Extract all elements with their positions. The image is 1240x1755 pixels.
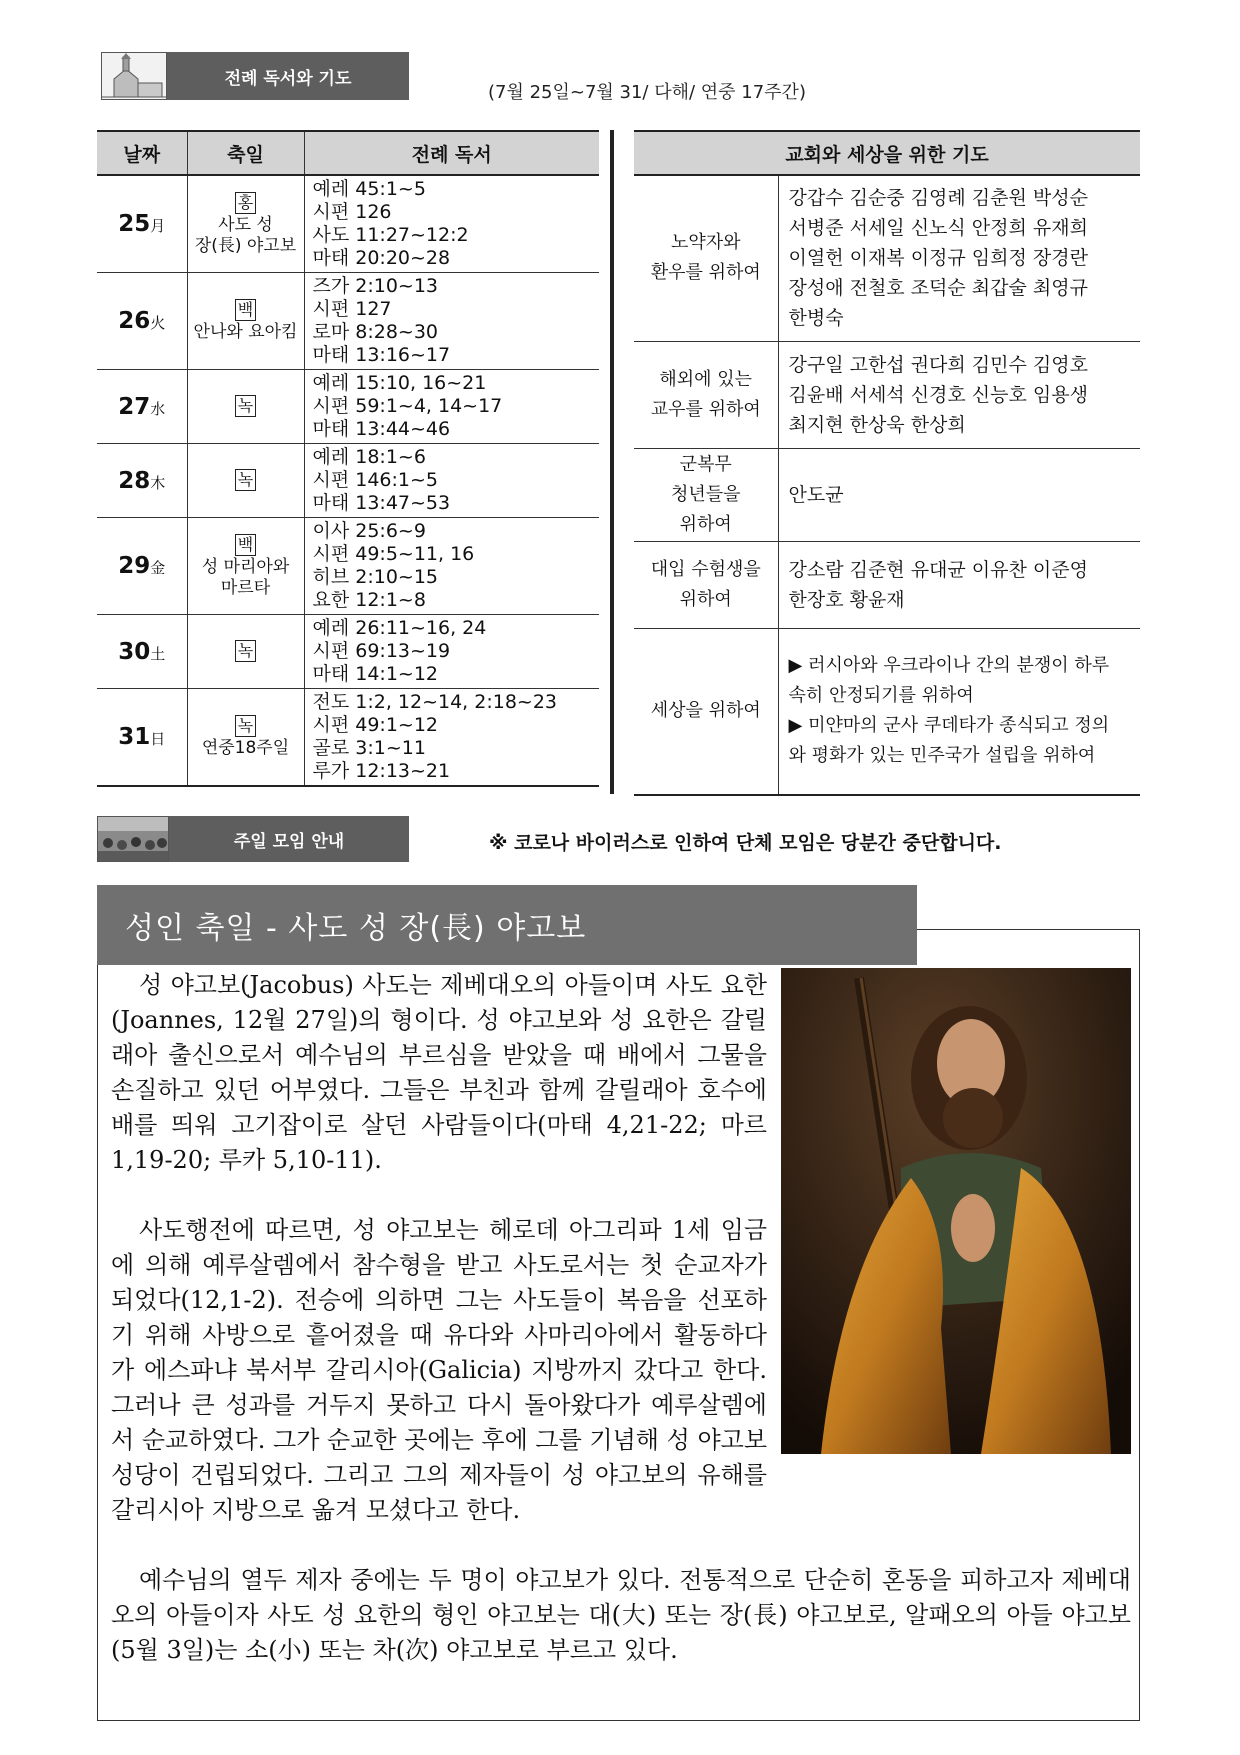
date-cell (97, 444, 187, 518)
weekday: 木 (150, 473, 166, 492)
date-cell (97, 273, 187, 370)
weekday: 日 (150, 730, 166, 748)
feast-cell (187, 273, 304, 370)
names-line: 이열헌 이재복 이정규 임희정 장경란 (788, 247, 1088, 270)
liturgical-color: 녹 (235, 395, 256, 417)
readings-cell (304, 175, 599, 273)
feast-line: 사도 성 (218, 214, 273, 235)
date-cell (97, 175, 187, 273)
saint-feast-article (111, 968, 1131, 1668)
table-row (97, 689, 599, 787)
reading: 사도 11:27~12:2 (312, 224, 469, 246)
reading: 예레 26:11~16, 24 (312, 617, 487, 639)
prayer-table (634, 130, 1140, 796)
target-line: 해외에 있는 (659, 368, 753, 390)
names-line: 최지현 한상욱 한상희 (788, 413, 966, 436)
reading: 예레 18:1~6 (312, 446, 426, 468)
feast-cell (187, 444, 304, 518)
reading: 히브 2:10~15 (312, 566, 439, 588)
target-line: 노약자와 (670, 232, 741, 254)
reading: 로마 8:28~30 (312, 321, 439, 343)
saint-james-painting (781, 968, 1131, 1454)
reading: 즈가 2:10~13 (312, 275, 439, 297)
reading: 시편 126 (312, 201, 392, 223)
article-paragraph: 사도행전에 따르면, 성 야고보는 헤로데 아그리파 1세 임금에 의해 예루살렘에서 참수형을 받고 사도로서는 첫 순교자가 되었다(12,1-2). 전승에 의하면 그는 사도들이 복음을 선포하기 위해 사방으로 흩어졌을 때 유다와 사마리아에서 활동하다가 에스파냐 북서부 갈리시아(Galicia) 지방까지 갔다고 한다. 그러나 큰 성과를 거두지 못하고 다시 돌아왔다가 예루살렘에서 순교하였다. 그가 순교한 곳에는 후에 그를 기념해 성 야고보 성당이 건립되었다. 그리고 그의 제자들이 성 야고보의 유해를 갈리시아 지방으로 옮겨 모셨다고 한다. (111, 1216, 767, 1524)
names-line: 장성애 전철호 조덕순 최갑술 최영규 (788, 277, 1088, 300)
weekday: 土 (150, 644, 166, 663)
prayer-names (778, 448, 1140, 541)
reading: 요한 12:1~8 (312, 589, 426, 611)
feast-cell (187, 689, 304, 787)
week-period: (7월 25일~7월 31/ 다해/ 연중 17주간) (488, 82, 806, 103)
feast-line: 안나와 요아킴 (193, 322, 298, 342)
day-number: 29 (118, 553, 151, 579)
reading: 이사 25:6~9 (312, 520, 426, 542)
table-row (634, 175, 1140, 341)
column-divider (610, 130, 614, 794)
feast-line: 연중18주일 (201, 738, 290, 758)
liturgy-section-label: 전례 독서와 기도 (167, 52, 409, 100)
header-date: 날짜 (97, 131, 187, 175)
prayer-target (634, 628, 778, 795)
feast-line: 성 마리아와 (201, 556, 290, 577)
reading: 시편 146:1~5 (312, 469, 439, 491)
liturgical-color: 백 (235, 299, 256, 321)
names-line: 서병준 서세일 신노식 안정희 유재희 (788, 217, 1088, 240)
day-number: 26 (118, 308, 151, 334)
weekday: 月 (150, 217, 166, 235)
feast-line: 장(長) 야고보 (194, 235, 297, 256)
names-line: ▶ 미얀마의 군사 쿠데타가 종식되고 정의 (788, 715, 1110, 737)
meeting-section-header (97, 816, 409, 862)
target-line: 청년들을 (670, 483, 741, 505)
header-readings: 전례 독서 (304, 131, 599, 175)
table-row (634, 341, 1140, 448)
reading: 시편 69:13~19 (312, 640, 451, 662)
prayer-names (778, 628, 1140, 795)
day-number: 31 (118, 724, 151, 750)
table-row (97, 370, 599, 444)
feast-cell (187, 370, 304, 444)
reading: 마태 13:44~46 (312, 418, 451, 440)
target-line: 군복무 (679, 453, 732, 475)
prayer-names (778, 341, 1140, 448)
church-thumbnail (101, 52, 167, 100)
feast-line: 마르타 (220, 577, 271, 598)
prayer-header: 교회와 세상을 위한 기도 (634, 131, 1140, 175)
reading: 루가 12:13~21 (312, 760, 451, 782)
target-line: 교우를 위하여 (650, 398, 761, 420)
meeting-notice: ※ 코로나 바이러스로 인하여 단체 모임은 당분간 중단합니다. (489, 832, 1002, 854)
article-paragraph: 성 야고보(Jacobus) 사도는 제베대오의 아들이며 사도 요한(Joannes, 12월 27일)의 형이다. 성 야고보와 성 요한은 갈릴래아 출신으로서 예수님의 부르심을 받았을 때 배에서 그물을 손질하고 있던 어부였다. 그들은 부친과 함께 갈릴래아 호수에 배를 띄워 고기잡이로 살던 사람들이다(마태 4,21-22; 마르 1,19-20; 루카 5,10-11). (111, 971, 767, 1174)
meeting-thumbnail (97, 816, 169, 862)
date-cell (97, 689, 187, 787)
reading: 전도 1:2, 12~14, 2:18~23 (312, 691, 558, 713)
meeting-section-label: 주일 모임 안내 (169, 816, 409, 862)
table-row (97, 615, 599, 689)
day-number: 28 (118, 467, 151, 494)
table-row (97, 273, 599, 370)
saint-feast-title: 성인 축일 - 사도 성 장(長) 야고보 (97, 885, 917, 965)
names-line: 안도균 (788, 483, 844, 506)
reading: 마태 20:20~28 (312, 247, 451, 269)
prayer-header-row (634, 131, 1140, 175)
target-line: 세상을 위하여 (650, 700, 761, 722)
article-paragraph: 예수님의 열두 제자 중에는 두 명이 야고보가 있다. 전통적으로 단순히 혼동을 피하고자 제베대오의 아들이자 사도 성 요한의 형인 야고보는 대(大) 또는 장(長) 야고보로, 알패오의 아들 야고보(5월 3일)는 소(小) 또는 차(次) 야고보로 부르고 있다. (111, 1566, 1131, 1664)
target-line: 위하여 (679, 513, 732, 535)
reading: 마태 13:47~53 (312, 492, 451, 514)
reading: 시편 49:1~12 (312, 714, 439, 736)
feast-cell (187, 615, 304, 689)
prayer-target (634, 341, 778, 448)
readings-cell (304, 518, 599, 615)
names-line: ▶ 러시아와 우크라이나 간의 분쟁이 하루 (788, 655, 1110, 677)
weekday: 火 (150, 314, 166, 332)
reading: 시편 49:5~11, 16 (312, 543, 475, 565)
reading: 마태 13:16~17 (312, 344, 451, 366)
day-number: 25 (118, 211, 151, 237)
names-line: 한장호 황윤재 (788, 588, 905, 611)
reading: 시편 59:1~4, 14~17 (312, 395, 503, 417)
readings-cell (304, 689, 599, 787)
liturgical-color: 홍 (235, 192, 256, 214)
date-cell (97, 370, 187, 444)
weekday: 金 (150, 559, 166, 577)
names-line: 강갑수 김순중 김영례 김춘원 박성순 (788, 187, 1088, 210)
header-feast: 축일 (187, 131, 304, 175)
prayer-target (634, 175, 778, 341)
liturgical-color: 녹 (235, 469, 256, 491)
names-line: 김윤배 서세석 신경호 신능호 임용생 (788, 383, 1088, 406)
reading: 시편 127 (312, 298, 392, 320)
target-line: 대입 수험생을 (650, 558, 761, 580)
target-line: 환우를 위하여 (650, 262, 761, 284)
day-number: 27 (118, 393, 151, 420)
liturgy-section-header (101, 52, 409, 100)
day-number: 30 (118, 638, 151, 665)
table-row (634, 628, 1140, 795)
target-line: 위하여 (679, 588, 732, 610)
feast-cell (187, 175, 304, 273)
prayer-names (778, 175, 1140, 341)
prayer-target (634, 448, 778, 541)
readings-cell (304, 370, 599, 444)
readings-cell (304, 273, 599, 370)
weekday: 水 (150, 399, 166, 418)
prayer-target (634, 541, 778, 628)
readings-header-row (97, 131, 599, 175)
reading: 예레 15:10, 16~21 (312, 372, 487, 394)
readings-cell (304, 615, 599, 689)
liturgical-color: 녹 (235, 640, 256, 662)
prayer-names (778, 541, 1140, 628)
liturgical-color: 백 (235, 534, 256, 556)
table-row (634, 541, 1140, 628)
reading: 마태 14:1~12 (312, 663, 439, 685)
table-row (97, 518, 599, 615)
table-row (97, 175, 599, 273)
readings-table (97, 130, 599, 787)
table-row (634, 448, 1140, 541)
names-line: 강구일 고한섭 권다희 김민수 김영호 (788, 353, 1088, 376)
date-cell (97, 518, 187, 615)
reading: 골로 3:1~11 (312, 737, 426, 759)
liturgical-color: 녹 (235, 715, 256, 737)
reading: 예레 45:1~5 (312, 178, 426, 200)
date-cell (97, 615, 187, 689)
feast-cell (187, 518, 304, 615)
readings-cell (304, 444, 599, 518)
names-line: 강소람 김준현 유대균 이유찬 이준영 (788, 558, 1088, 581)
names-line: 와 평화가 있는 민주국가 설립을 위하여 (788, 745, 1096, 767)
names-line: 속히 안정되기를 위하여 (788, 685, 974, 707)
table-row (97, 444, 599, 518)
names-line: 한병숙 (788, 307, 844, 330)
